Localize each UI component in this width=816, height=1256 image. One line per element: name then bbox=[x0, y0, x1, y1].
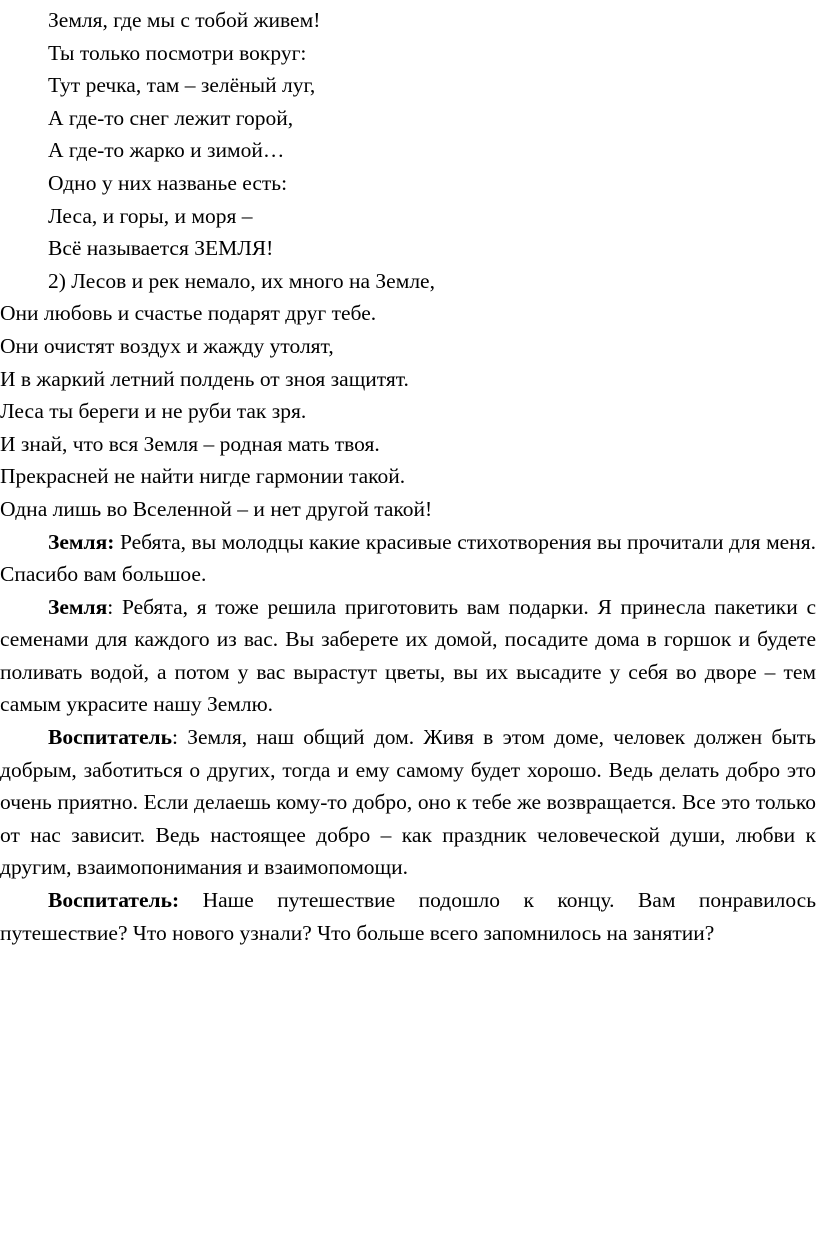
speaker-separator bbox=[179, 888, 202, 912]
poem-line: И в жаркий летний полдень от зноя защитят. bbox=[0, 366, 409, 391]
poem-line: Леса ты береги и не руби так зря. bbox=[0, 399, 307, 424]
document-body bbox=[0, 4, 816, 949]
poem-line: Они любовь и счастье подарят друг тебе. bbox=[0, 301, 377, 326]
dialogue-paragraph bbox=[0, 526, 816, 591]
poem-line: Одно у них названье есть: bbox=[48, 170, 288, 195]
speaker-label: Воспитатель bbox=[48, 725, 172, 750]
paragraph-text: Ребята, я тоже решила приготовить вам подарки. Я принесла пакетики с семенами для каждого из вас. Вы заберете их домой, посадите дома в горшок и будете поливать водой, а потом у вас вырастут цветы, вы их высадите у себя во дворе – тем самым украсите нашу Землю. bbox=[0, 594, 816, 717]
speaker-separator: : bbox=[107, 594, 122, 619]
poem-line: Всё называется ЗЕМЛЯ! bbox=[48, 236, 274, 261]
poem-line: Земля, где мы с тобой живем! bbox=[48, 8, 321, 32]
dialogue-paragraph bbox=[0, 591, 816, 721]
speaker-label: Земля bbox=[48, 594, 108, 619]
poem-line: Прекрасней не найти нигде гармонии такой. bbox=[0, 464, 406, 489]
poem-line: Тут речка, там – зелёный луг, bbox=[48, 73, 316, 98]
speaker-label: Земля: bbox=[48, 529, 115, 554]
poem-earth bbox=[0, 4, 816, 265]
poem-line: Одна лишь во Вселенной – и нет другой такой! bbox=[0, 496, 433, 521]
dialogue-paragraph bbox=[0, 884, 816, 949]
speaker-label: Воспитатель: bbox=[48, 888, 180, 913]
paragraph-text: Ребята, вы молодцы какие красивые стихотворения вы прочитали для меня. Спасибо вам большое. bbox=[0, 529, 816, 587]
poem-first-line: 2) Лесов и рек немало, их много на Земле, bbox=[48, 268, 435, 293]
paragraph-text: Наше путешествие подошло к концу. Вам понравилось путешествие? Что нового узнали? Что больше всего запомнилось на занятии? bbox=[0, 888, 816, 945]
poem-line: И знай, что вся Земля – родная мать твоя. bbox=[0, 431, 380, 456]
poem-line: Ты только посмотри вокруг: bbox=[48, 40, 307, 65]
poem-forests bbox=[0, 265, 816, 526]
poem-line: А где-то жарко и зимой… bbox=[48, 138, 285, 163]
poem-line: А где-то снег лежит горой, bbox=[48, 105, 294, 130]
dialogue-paragraph bbox=[0, 721, 816, 884]
poem-line: Леса, и горы, и моря – bbox=[48, 203, 253, 228]
speaker-separator: : bbox=[171, 725, 188, 750]
paragraph-text: Земля, наш общий дом. Живя в этом доме, человек должен быть добрым, заботиться о других, тогда и ему самому будет хорошо. Ведь делать добро это очень приятно. Если делаешь кому-то добро, оно к тебе же возвращается. Все это только от нас зависит. Ведь настоящее добро – как праздник человеческой души, любви к другим, взаимопонимания и взаимопомощи. bbox=[0, 725, 816, 880]
poem-line: Они очистят воздух и жажду утолят, bbox=[0, 333, 334, 358]
